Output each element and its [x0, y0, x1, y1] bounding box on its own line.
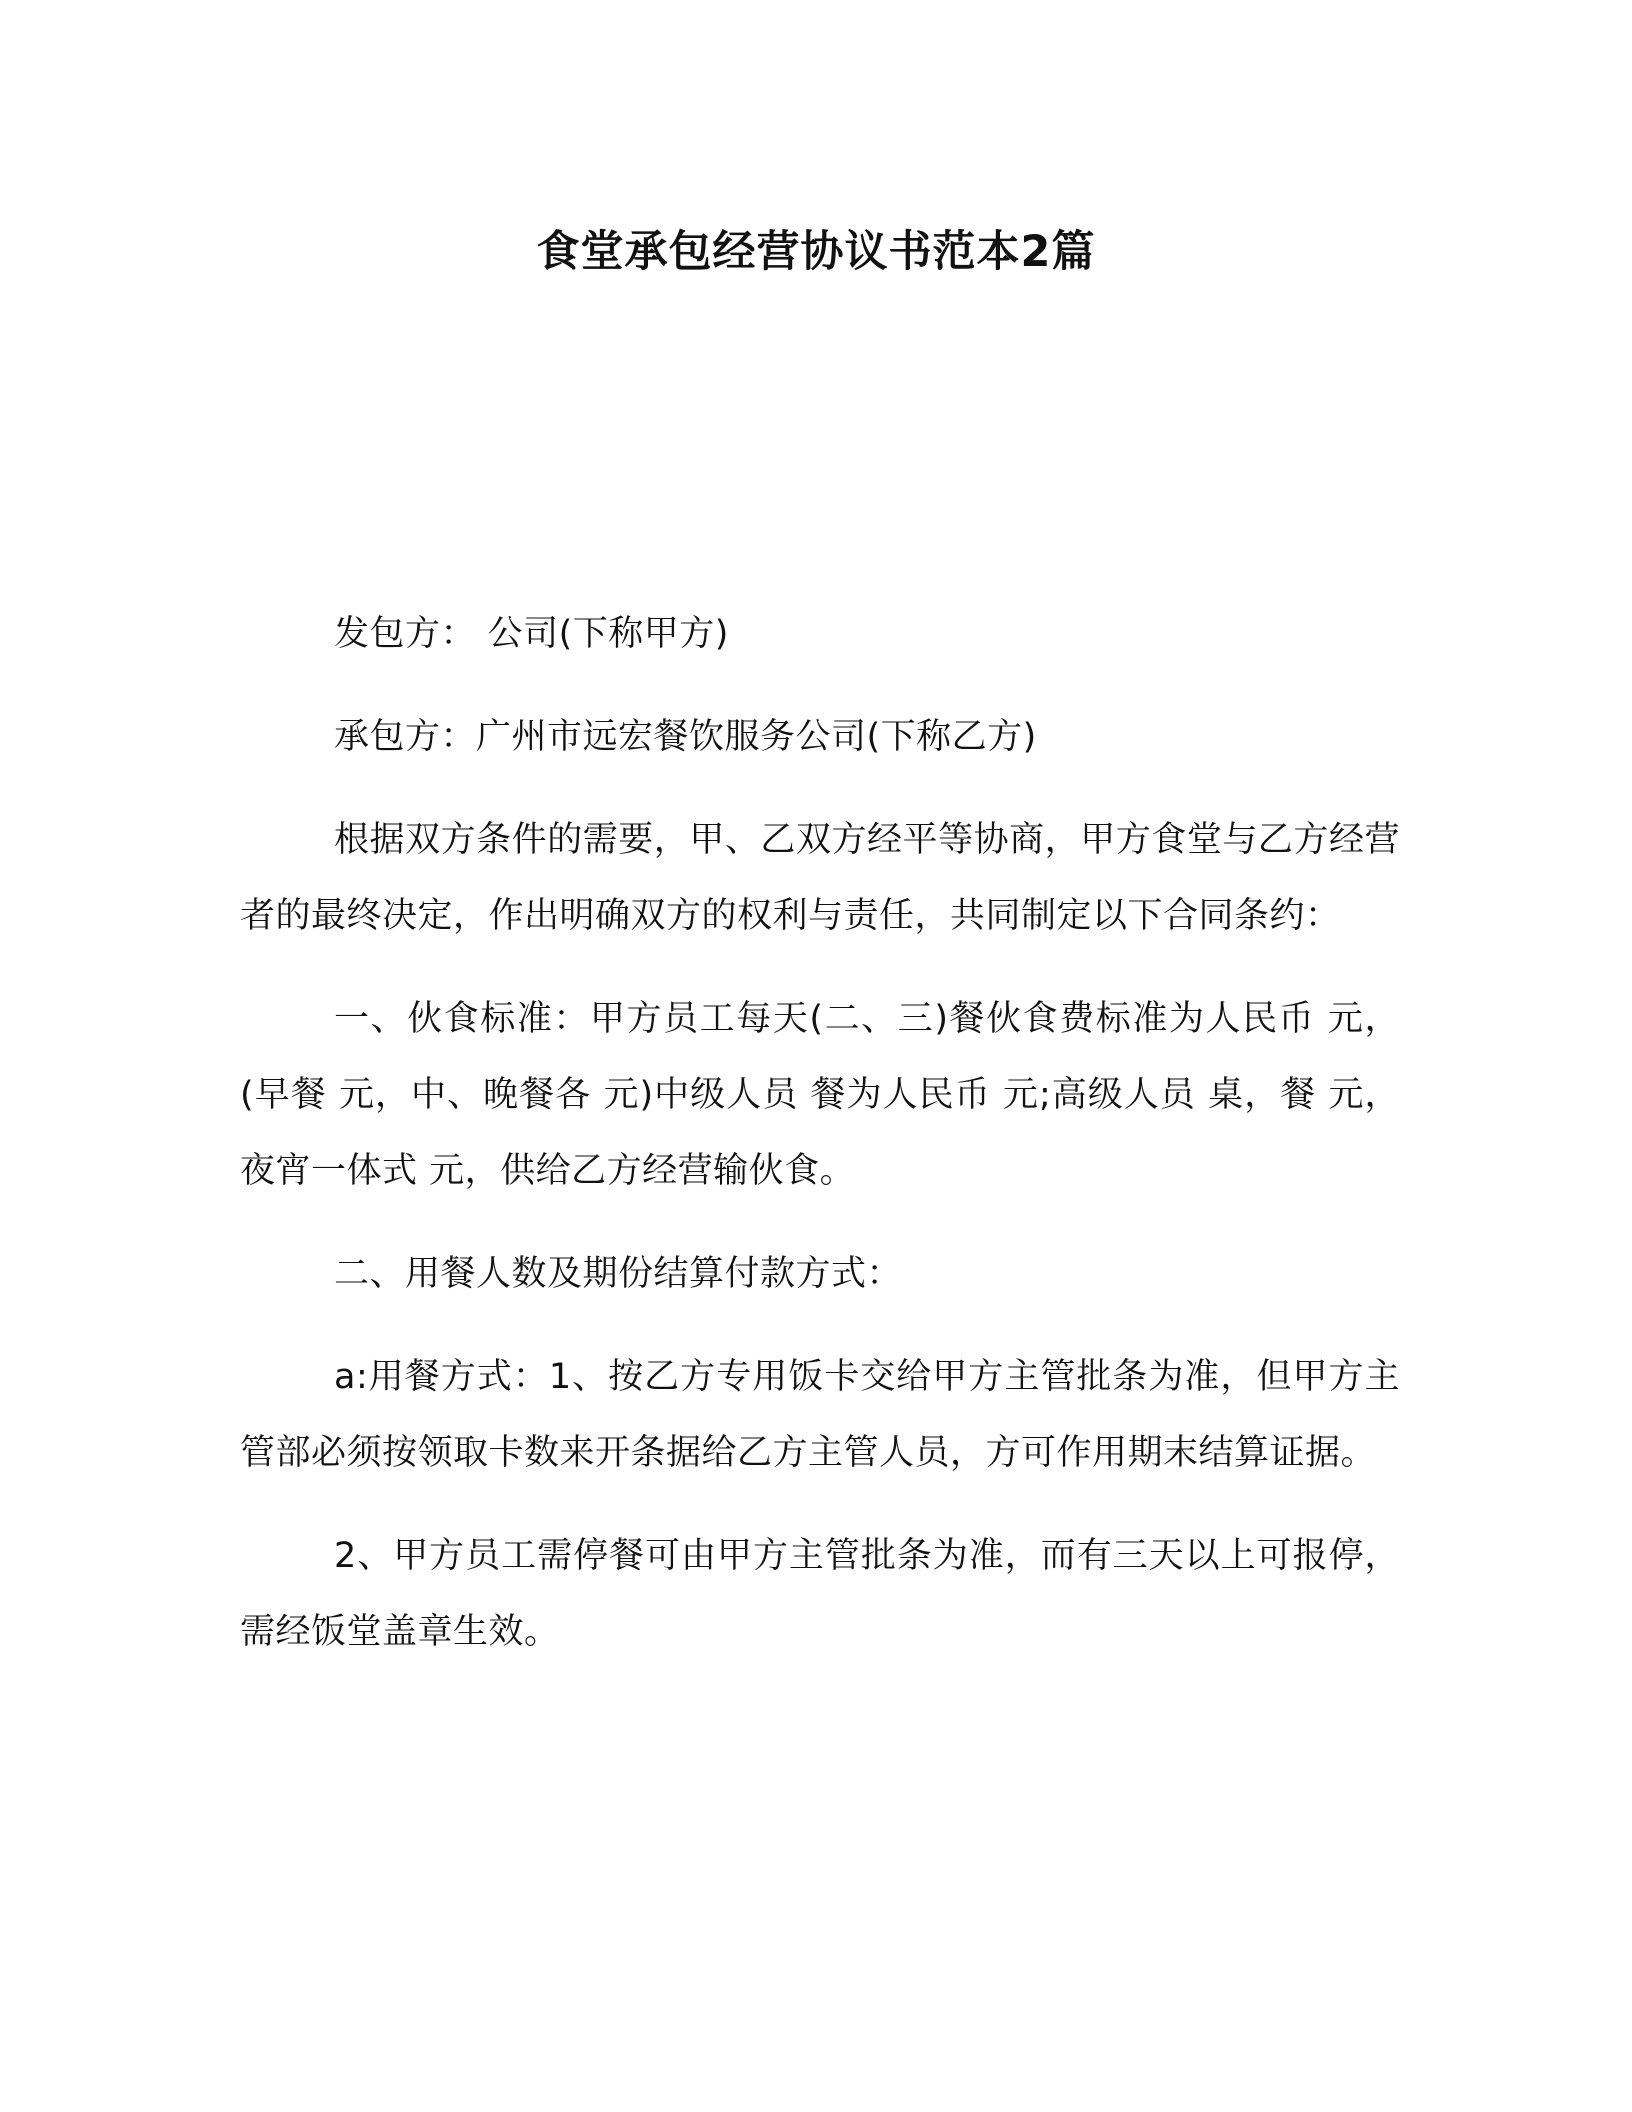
document-body: [240, 596, 1400, 1697]
paragraph-clause-2a: a:用餐方式：1、按乙方专用饭卡交给甲方主管批条为准，但甲方主管部必须按领取卡数来开条据给乙方主管人员，方可作用期末结算证据。: [240, 1357, 1400, 1473]
paragraph-clause-1: 一、伙食标准：甲方员工每天(二、三)餐伙食费标准为人民币 元，(早餐 元，中、晚餐各 元)中级人员 餐为人民币 元;高级人员 桌，餐 元，夜宵一体式 元，供给乙方经营输伙食。: [240, 999, 1400, 1191]
paragraph-clause-2-heading: 二、用餐人数及期份结算付款方式：: [334, 1254, 903, 1294]
paragraph-contractor-b: 承包方：广州市远宏餐饮服务公司(下称乙方): [334, 717, 1037, 757]
paragraph-clause-2-item-2: 2、甲方员工需停餐可由甲方主管批条为准，而有三天以上可报停，需经饭堂盖章生效。: [240, 1536, 1400, 1652]
paragraph-preamble: 根据双方条件的需要，甲、乙双方经平等协商，甲方食堂与乙方经营者的最终决定，作出明确双方的权利与责任，共同制定以下合同条约：: [240, 820, 1400, 936]
paragraph-contractor-a: 发包方： 公司(下称甲方): [334, 614, 729, 654]
document-title: 食堂承包经营协议书范本2篇: [536, 227, 1096, 277]
